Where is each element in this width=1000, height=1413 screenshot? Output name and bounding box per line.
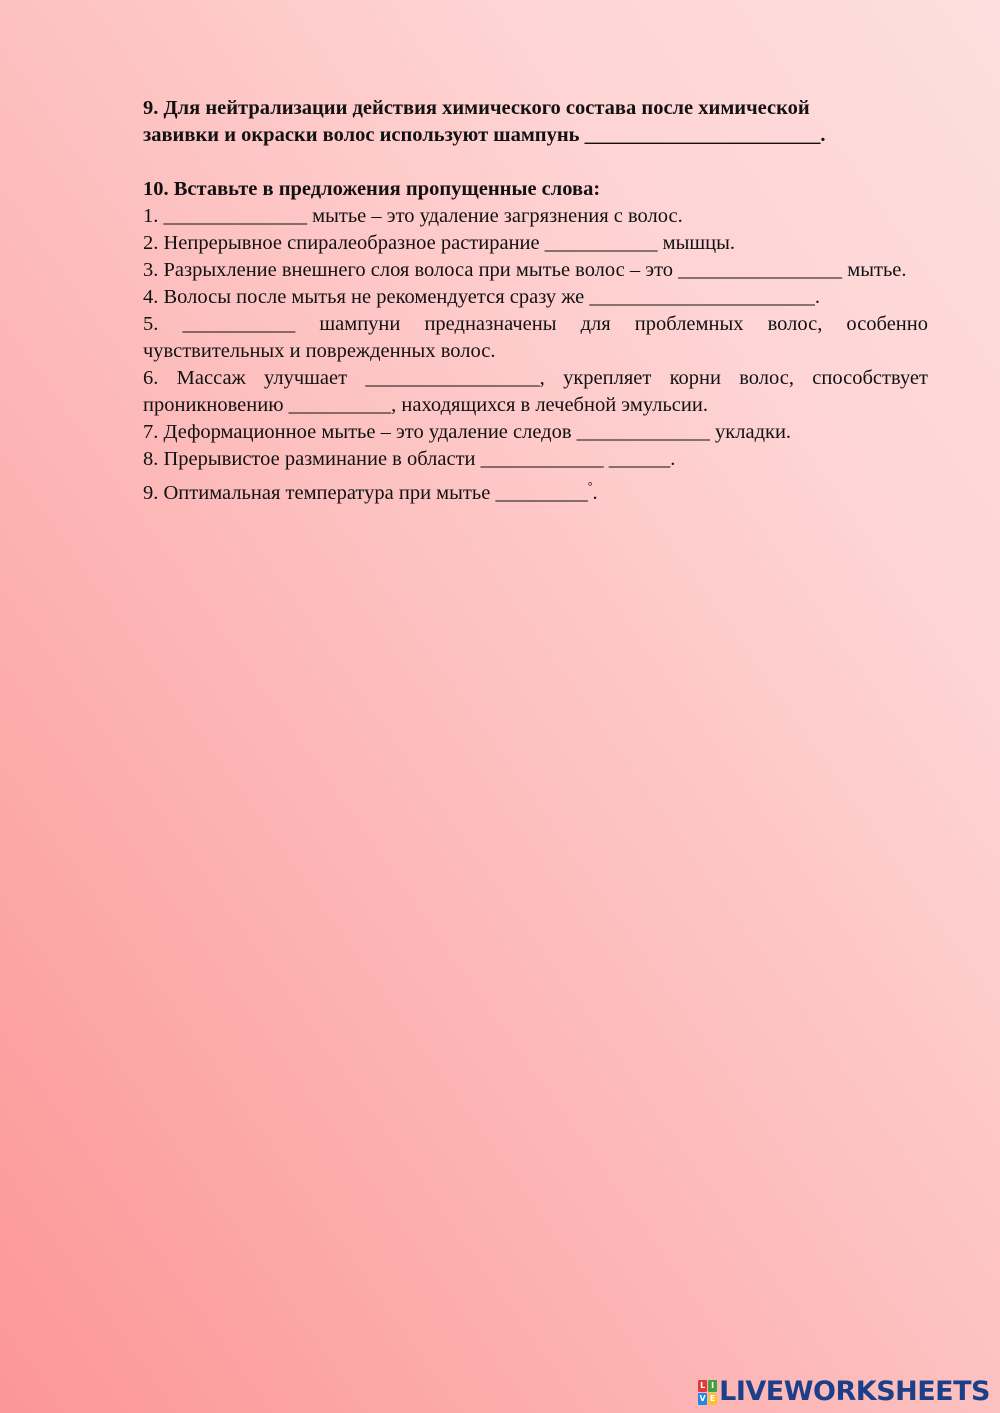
- list-item: 3. Разрыхление внешнего слоя волоса при мытье волос – это ________________ мытье.: [143, 259, 907, 281]
- liveworksheets-branding[interactable]: [698, 1376, 990, 1407]
- list-item-end: .: [592, 482, 598, 504]
- list-item: 2. Непрерывное спиралеобразное растирание ___________ мышцы.: [143, 232, 736, 254]
- worksheet-content: [143, 95, 928, 507]
- liveworksheets-wordmark: LIVEWORKSHEETS: [719, 1376, 990, 1407]
- degree-sign: °: [587, 479, 593, 493]
- question-9-line-1: 9. Для нейтрализации действия химического состава после химической: [143, 97, 810, 119]
- list-item: 6. Массаж улучшает _________________, укрепляет корни волос, способствует проникновению __________, находящихся в лечебной эмульсии.: [143, 367, 928, 416]
- logo-letter: L: [700, 1380, 706, 1390]
- liveworksheets-logo-icon: [698, 1380, 717, 1405]
- logo-letter: V: [699, 1393, 706, 1403]
- list-item-text: 9. Оптимальная температура при мытье _________: [143, 482, 588, 504]
- logo-letter: I: [708, 1380, 717, 1392]
- list-item: [143, 473, 928, 507]
- list-item: 1. ______________ мытье – это удаление загрязнения с волос.: [143, 205, 683, 227]
- question-9: [143, 95, 928, 149]
- question-10: [143, 176, 928, 507]
- list-item: 5. ___________ шампуни предназначены для проблемных волос, особенно чувствительных и поврежденных волос.: [143, 313, 928, 362]
- question-10-title: 10. Вставьте в предложения пропущенные слова:: [143, 178, 601, 200]
- list-item: 4. Волосы после мытья не рекомендуется сразу же ______________________.: [143, 286, 821, 308]
- list-item: 7. Деформационное мытье – это удаление следов _____________ укладки.: [143, 421, 792, 443]
- question-9-line-2: завивки и окраски волос используют шампунь _______________________.: [143, 124, 826, 146]
- list-item: 8. Прерывистое разминание в области ____________ ______.: [143, 448, 676, 470]
- spacer: [143, 149, 928, 176]
- logo-letter: E: [709, 1393, 716, 1403]
